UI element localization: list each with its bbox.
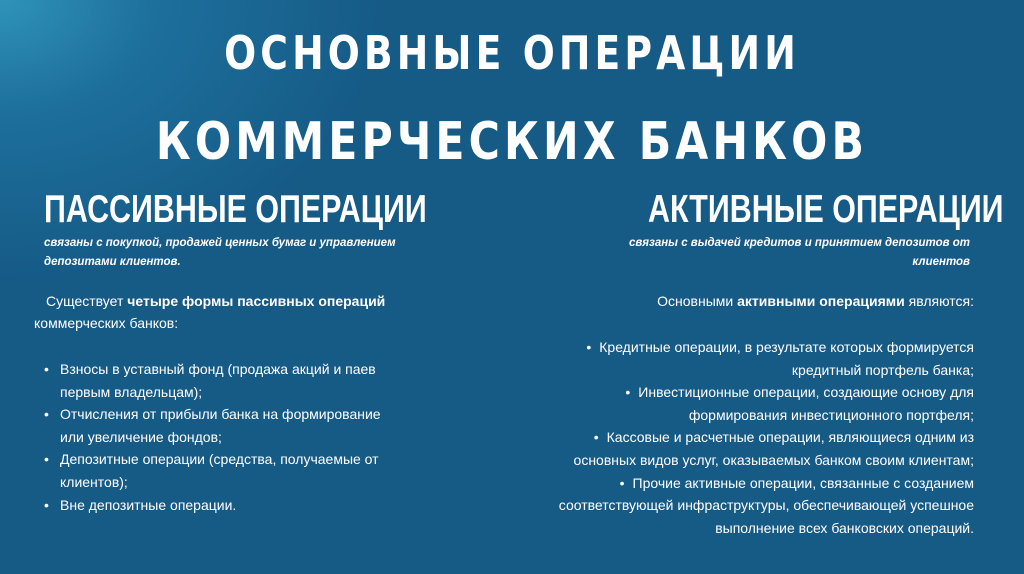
active-list-item-text: Кассовые и расчетные операции, являющиеся одним из основных видов услуг, оказываемых банком своим клиентам; xyxy=(573,429,974,468)
active-intro-after: являются: xyxy=(904,293,974,309)
passive-list-item: • Депозитные операции (средства, получаемые от клиентов); xyxy=(44,448,404,493)
passive-list-item: • Отчисления от прибыли банка на формирование или увеличение фондов; xyxy=(44,403,404,448)
passive-subtext: связаны с покупкой, продажей ценных бумаг и управлением депозитами клиентов. xyxy=(44,237,396,268)
passive-intro-after: коммерческих банков: xyxy=(34,315,179,331)
active-list xyxy=(530,336,974,539)
active-list-item xyxy=(530,336,974,381)
bullet-icon: • xyxy=(625,384,631,401)
active-list-item xyxy=(530,381,974,426)
active-list-item-text: Прочие активные операции, связанные с созданием соответствующей инфраструктуры, обеспечивающей успешное выполнение всех банковских операций. xyxy=(558,474,974,536)
passive-list xyxy=(44,358,404,516)
active-heading: АКТИВНЫЕ ОПЕРАЦИИ xyxy=(648,188,1004,231)
passive-heading: ПАССИВНЫЕ ОПЕРАЦИИ xyxy=(44,188,427,231)
slide-title-line-2: КОММЕРЧЕСКИХ БАНКОВ xyxy=(155,112,869,172)
active-subtext: связаны с выдачей кредитов и принятием депозитов от клиентов xyxy=(629,237,970,268)
passive-list-item: • Вне депозитные операции. xyxy=(44,494,404,517)
active-intro-before: Основными xyxy=(657,293,738,309)
bullet-icon: • xyxy=(619,474,625,491)
passive-list-item: • Взносы в уставный фонд (продажа акций и паев первым владельцам); xyxy=(44,358,404,403)
active-list-item xyxy=(530,472,974,540)
bullet-icon: • xyxy=(593,429,599,446)
active-list-item-text: Инвестиционные операции, создающие основу для формирования инвестиционного портфеля; xyxy=(638,384,974,423)
active-list-item-text: Кредитные операции, в результате которых формируется кредитный портфель банка; xyxy=(599,339,974,378)
slide-title-line-1: ОСНОВНЫЕ ОПЕРАЦИИ xyxy=(224,26,800,80)
active-intro-bold: активными операциями xyxy=(737,293,905,309)
passive-intro xyxy=(34,290,414,334)
passive-intro-before: Существует xyxy=(46,293,128,309)
active-intro xyxy=(560,290,974,312)
passive-intro-bold: четыре формы пассивных операций xyxy=(127,293,386,309)
bullet-icon: • xyxy=(586,339,592,355)
active-list-item xyxy=(530,426,974,471)
